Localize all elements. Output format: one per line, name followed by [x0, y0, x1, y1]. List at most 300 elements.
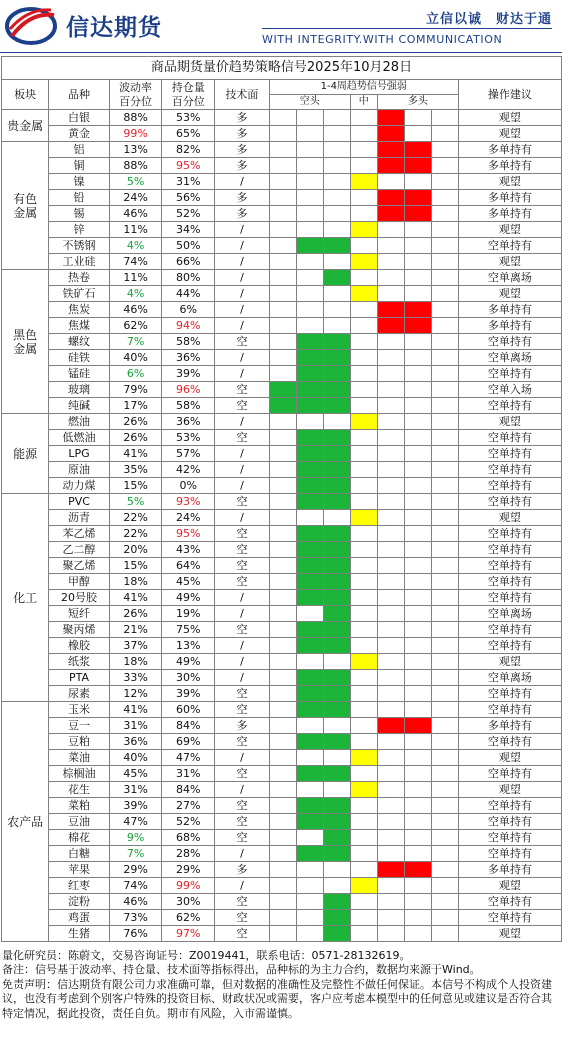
signal-cell — [431, 110, 458, 126]
signal-cell — [431, 558, 458, 574]
signal-cell — [296, 926, 323, 942]
product-cell: 橡胶 — [49, 638, 109, 654]
volatility-cell: 40% — [109, 350, 162, 366]
signal-cell — [377, 814, 404, 830]
product-cell: 玻璃 — [49, 382, 109, 398]
signal-cell — [431, 606, 458, 622]
signal-cell — [296, 382, 323, 398]
open-interest-cell: 93% — [162, 494, 215, 510]
technical-cell: / — [215, 254, 270, 270]
signal-cell — [269, 494, 296, 510]
advice-cell: 观望 — [458, 654, 561, 670]
signal-cell — [377, 206, 404, 222]
signal-cell — [377, 190, 404, 206]
signal-cell — [323, 926, 350, 942]
signal-cell — [350, 334, 377, 350]
open-interest-cell: 29% — [162, 862, 215, 878]
volatility-cell: 76% — [109, 926, 162, 942]
open-interest-cell: 94% — [162, 318, 215, 334]
header-volatility-line1: 波动率 — [119, 80, 153, 94]
signal-cell — [377, 526, 404, 542]
signal-cell — [431, 862, 458, 878]
signal-cell — [404, 414, 431, 430]
technical-cell: 空 — [215, 702, 270, 718]
sector-name-line: 黑色 — [13, 327, 38, 342]
signal-cell — [404, 206, 431, 222]
signal-cell — [296, 718, 323, 734]
signal-cell — [269, 430, 296, 446]
signal-cell — [377, 254, 404, 270]
open-interest-cell: 34% — [162, 222, 215, 238]
open-interest-cell: 31% — [162, 766, 215, 782]
table-row — [2, 574, 562, 590]
signal-cell — [323, 846, 350, 862]
open-interest-cell: 31% — [162, 174, 215, 190]
header-open-interest — [162, 80, 215, 110]
signal-cell — [431, 798, 458, 814]
volatility-cell: 33% — [109, 670, 162, 686]
signal-cell — [431, 910, 458, 926]
signal-cell — [377, 158, 404, 174]
signal-cell — [323, 334, 350, 350]
signal-cell — [296, 638, 323, 654]
advice-cell: 空单持有 — [458, 734, 561, 750]
signal-cell — [323, 510, 350, 526]
table-row — [2, 398, 562, 414]
signal-cell — [350, 222, 377, 238]
signal-cell — [269, 478, 296, 494]
technical-cell: 多 — [215, 126, 270, 142]
volatility-cell: 21% — [109, 622, 162, 638]
signal-cell — [323, 318, 350, 334]
technical-cell: 空 — [215, 830, 270, 846]
signal-cell — [296, 910, 323, 926]
volatility-cell: 15% — [109, 478, 162, 494]
open-interest-cell: 27% — [162, 798, 215, 814]
advice-cell: 空单持有 — [458, 814, 561, 830]
signal-cell — [350, 910, 377, 926]
advice-cell: 多单持有 — [458, 158, 561, 174]
signal-cell — [404, 926, 431, 942]
advice-cell: 空单持有 — [458, 702, 561, 718]
advice-cell: 多单持有 — [458, 142, 561, 158]
signal-cell — [350, 574, 377, 590]
signal-cell — [377, 494, 404, 510]
technical-cell: / — [215, 270, 270, 286]
signal-cell — [296, 190, 323, 206]
volatility-cell: 26% — [109, 414, 162, 430]
table-row — [2, 350, 562, 366]
advice-cell: 观望 — [458, 414, 561, 430]
signal-cell — [377, 558, 404, 574]
signal-cell — [269, 222, 296, 238]
signal-cell — [350, 830, 377, 846]
product-cell: 沥青 — [49, 510, 109, 526]
signal-cell — [350, 206, 377, 222]
signal-cell — [323, 206, 350, 222]
signal-cell — [377, 238, 404, 254]
volatility-cell: 88% — [109, 110, 162, 126]
volatility-cell: 11% — [109, 270, 162, 286]
signal-cell — [323, 878, 350, 894]
signal-cell — [431, 846, 458, 862]
product-cell: 螺纹 — [49, 334, 109, 350]
signal-cell — [377, 830, 404, 846]
advice-cell: 空单离场 — [458, 670, 561, 686]
header-product: 品种 — [49, 80, 109, 110]
signal-cell — [350, 414, 377, 430]
signal-cell — [323, 702, 350, 718]
signal-cell — [404, 462, 431, 478]
volatility-cell: 5% — [109, 494, 162, 510]
signal-cell — [269, 814, 296, 830]
signal-cell — [431, 478, 458, 494]
signal-cell — [323, 670, 350, 686]
open-interest-cell: 69% — [162, 734, 215, 750]
signal-cell — [323, 718, 350, 734]
advice-cell: 多单持有 — [458, 190, 561, 206]
sector-cell — [2, 414, 49, 494]
volatility-cell: 62% — [109, 318, 162, 334]
advice-cell: 多单持有 — [458, 318, 561, 334]
table-row — [2, 334, 562, 350]
technical-cell: 空 — [215, 894, 270, 910]
product-cell: 工业硅 — [49, 254, 109, 270]
signal-cell — [350, 878, 377, 894]
advice-cell: 空单持有 — [458, 478, 561, 494]
open-interest-cell: 82% — [162, 142, 215, 158]
signal-cell — [269, 606, 296, 622]
signal-cell — [404, 558, 431, 574]
technical-cell: / — [215, 414, 270, 430]
open-interest-cell: 62% — [162, 910, 215, 926]
table-row — [2, 542, 562, 558]
signal-cell — [296, 462, 323, 478]
product-cell: 铁矿石 — [49, 286, 109, 302]
signal-cell — [350, 190, 377, 206]
technical-cell: / — [215, 606, 270, 622]
signal-cell — [377, 398, 404, 414]
product-cell: 镍 — [49, 174, 109, 190]
volatility-cell: 26% — [109, 606, 162, 622]
signal-cell — [431, 686, 458, 702]
table-row — [2, 814, 562, 830]
signal-cell — [323, 222, 350, 238]
signal-cell — [404, 494, 431, 510]
signal-cell — [323, 734, 350, 750]
product-cell: 苹果 — [49, 862, 109, 878]
volatility-cell: 22% — [109, 526, 162, 542]
product-cell: 乙二醇 — [49, 542, 109, 558]
advice-cell: 空单持有 — [458, 622, 561, 638]
signal-cell — [323, 862, 350, 878]
signal-cell — [323, 382, 350, 398]
signal-cell — [431, 142, 458, 158]
advice-cell: 观望 — [458, 126, 561, 142]
signal-cell — [350, 606, 377, 622]
signal-cell — [296, 878, 323, 894]
signal-cell — [431, 926, 458, 942]
volatility-cell: 40% — [109, 750, 162, 766]
signal-cell — [323, 478, 350, 494]
header-signal: 1-4周趋势信号强弱 — [269, 80, 458, 95]
table-row — [2, 878, 562, 894]
technical-cell: 空 — [215, 686, 270, 702]
signal-cell — [404, 606, 431, 622]
table-row — [2, 142, 562, 158]
signal-cell — [269, 334, 296, 350]
signal-cell — [404, 814, 431, 830]
product-cell: 硅铁 — [49, 350, 109, 366]
open-interest-cell: 45% — [162, 574, 215, 590]
advice-cell: 空单持有 — [458, 574, 561, 590]
signal-cell — [350, 542, 377, 558]
technical-cell: 空 — [215, 574, 270, 590]
signal-cell — [269, 270, 296, 286]
signal-cell — [431, 206, 458, 222]
sector-cell — [2, 110, 49, 142]
sector-name-line: 有色 — [13, 191, 38, 206]
signal-cell — [350, 782, 377, 798]
open-interest-cell: 57% — [162, 446, 215, 462]
signal-cell — [431, 302, 458, 318]
volatility-cell: 41% — [109, 590, 162, 606]
product-cell: 动力煤 — [49, 478, 109, 494]
signal-cell — [377, 542, 404, 558]
signal-cell — [269, 190, 296, 206]
volatility-cell: 11% — [109, 222, 162, 238]
product-cell: 锰硅 — [49, 366, 109, 382]
signal-cell — [431, 174, 458, 190]
signal-cell — [431, 398, 458, 414]
volatility-cell: 9% — [109, 830, 162, 846]
signal-cell — [404, 830, 431, 846]
open-interest-cell: 80% — [162, 270, 215, 286]
volatility-cell: 12% — [109, 686, 162, 702]
signal-cell — [296, 670, 323, 686]
open-interest-cell: 95% — [162, 158, 215, 174]
advice-cell: 观望 — [458, 750, 561, 766]
signal-cell — [323, 270, 350, 286]
signal-cell — [350, 750, 377, 766]
signal-cell — [323, 302, 350, 318]
product-cell: 淀粉 — [49, 894, 109, 910]
advice-cell: 多单持有 — [458, 302, 561, 318]
signal-cell — [296, 318, 323, 334]
advice-cell: 空单持有 — [458, 910, 561, 926]
signal-cell — [377, 382, 404, 398]
signal-cell — [404, 910, 431, 926]
technical-cell: 空 — [215, 814, 270, 830]
product-cell: 锡 — [49, 206, 109, 222]
signal-cell — [377, 478, 404, 494]
signal-cell — [269, 830, 296, 846]
table-row — [2, 478, 562, 494]
signal-cell — [323, 638, 350, 654]
signal-cell — [296, 286, 323, 302]
signal-cell — [296, 798, 323, 814]
open-interest-cell: 50% — [162, 238, 215, 254]
footer-note: 备注：信号基于波动率、持仓量、技术面等指标得出，品种标的为主力合约，数据均来源于Wind。 — [2, 963, 481, 977]
advice-cell: 空单离场 — [458, 606, 561, 622]
signal-cell — [431, 318, 458, 334]
technical-cell: 空 — [215, 910, 270, 926]
signal-cell — [269, 398, 296, 414]
open-interest-cell: 56% — [162, 190, 215, 206]
signal-cell — [404, 510, 431, 526]
signal-cell — [323, 814, 350, 830]
signal-cell — [377, 430, 404, 446]
table-row — [2, 622, 562, 638]
brand-name: 信达期货 — [66, 15, 162, 41]
signal-cell — [323, 366, 350, 382]
signal-cell — [350, 286, 377, 302]
signal-cell — [269, 558, 296, 574]
signal-cell — [377, 574, 404, 590]
signal-cell — [377, 734, 404, 750]
signal-cell — [431, 526, 458, 542]
signal-cell — [350, 846, 377, 862]
signal-cell — [377, 174, 404, 190]
signal-cell — [269, 142, 296, 158]
signal-cell — [431, 702, 458, 718]
open-interest-cell: 68% — [162, 830, 215, 846]
signal-cell — [431, 542, 458, 558]
table-body — [2, 110, 562, 942]
product-cell: 铅 — [49, 190, 109, 206]
product-cell: 铜 — [49, 158, 109, 174]
advice-cell: 空单持有 — [458, 894, 561, 910]
signal-cell — [269, 366, 296, 382]
signal-cell — [269, 670, 296, 686]
product-cell: 焦炭 — [49, 302, 109, 318]
signal-cell — [377, 510, 404, 526]
signal-cell — [431, 238, 458, 254]
signal-cell — [404, 334, 431, 350]
signal-cell — [404, 174, 431, 190]
signal-cell — [431, 878, 458, 894]
product-cell: 白银 — [49, 110, 109, 126]
signal-cell — [269, 622, 296, 638]
volatility-cell: 37% — [109, 638, 162, 654]
volatility-cell: 41% — [109, 446, 162, 462]
signal-cell — [296, 510, 323, 526]
signal-cell — [431, 670, 458, 686]
signal-cell — [404, 894, 431, 910]
product-cell: 不锈钢 — [49, 238, 109, 254]
table-row — [2, 446, 562, 462]
signal-cell — [350, 734, 377, 750]
signal-cell — [269, 382, 296, 398]
product-cell: 热卷 — [49, 270, 109, 286]
report-header — [0, 0, 562, 53]
signal-cell — [404, 702, 431, 718]
advice-cell: 观望 — [458, 110, 561, 126]
table-row — [2, 494, 562, 510]
signal-cell — [431, 350, 458, 366]
open-interest-cell: 24% — [162, 510, 215, 526]
signal-cell — [350, 302, 377, 318]
open-interest-cell: 53% — [162, 110, 215, 126]
signal-cell — [323, 494, 350, 510]
table-row — [2, 158, 562, 174]
signal-cell — [269, 718, 296, 734]
header-technical: 技术面 — [215, 80, 270, 110]
sector-name-line: 能源 — [13, 446, 38, 461]
advice-cell: 空单持有 — [458, 542, 561, 558]
signal-cell — [323, 910, 350, 926]
signal-cell — [431, 494, 458, 510]
signal-cell — [404, 638, 431, 654]
signal-cell — [269, 590, 296, 606]
signal-cell — [296, 590, 323, 606]
signal-cell — [404, 142, 431, 158]
sector-name-line: 金属 — [13, 205, 38, 220]
volatility-cell: 7% — [109, 334, 162, 350]
advice-cell: 空单持有 — [458, 526, 561, 542]
signal-cell — [377, 350, 404, 366]
open-interest-cell: 39% — [162, 686, 215, 702]
signal-cell — [269, 926, 296, 942]
table-row — [2, 910, 562, 926]
open-interest-cell: 19% — [162, 606, 215, 622]
signal-cell — [404, 542, 431, 558]
signal-cell — [323, 238, 350, 254]
footer-disclaimer: 免责声明：信达期货有限公司力求准确可靠，但对数据的准确性及完整性不做任何保证。本信号不构成个人投资建议，也没有考虑到个别客户特殊的投资目标、财政状况或需要，客户应考虑本模型中的任何意见或建议是否符合其特定情况，据此投资，责任自负。期市有风险，入市需谨慎。 — [2, 977, 552, 1020]
signal-cell — [377, 862, 404, 878]
company-logo-icon — [4, 6, 58, 46]
technical-cell: 空 — [215, 430, 270, 446]
signal-cell — [296, 414, 323, 430]
technical-cell: 空 — [215, 766, 270, 782]
signal-cell — [323, 126, 350, 142]
advice-cell: 观望 — [458, 286, 561, 302]
signal-cell — [350, 622, 377, 638]
signal-table — [1, 56, 562, 942]
technical-cell: / — [215, 846, 270, 862]
signal-cell — [404, 718, 431, 734]
product-cell: 20号胶 — [49, 590, 109, 606]
product-cell: 尿素 — [49, 686, 109, 702]
table-row — [2, 654, 562, 670]
signal-cell — [431, 590, 458, 606]
open-interest-cell: 39% — [162, 366, 215, 382]
signal-cell — [323, 894, 350, 910]
volatility-cell: 36% — [109, 734, 162, 750]
open-interest-cell: 13% — [162, 638, 215, 654]
signal-cell — [323, 782, 350, 798]
technical-cell: / — [215, 222, 270, 238]
signal-cell — [431, 894, 458, 910]
table-row — [2, 462, 562, 478]
header-advice: 操作建议 — [458, 80, 561, 110]
table-row — [2, 414, 562, 430]
product-cell: 锌 — [49, 222, 109, 238]
signal-cell — [377, 302, 404, 318]
signal-cell — [323, 606, 350, 622]
signal-cell — [404, 862, 431, 878]
signal-cell — [323, 574, 350, 590]
signal-cell — [404, 318, 431, 334]
signal-cell — [269, 910, 296, 926]
signal-cell — [404, 590, 431, 606]
report-footer — [2, 949, 558, 1021]
table-row — [2, 430, 562, 446]
signal-cell — [431, 830, 458, 846]
signal-cell — [296, 846, 323, 862]
volatility-cell: 29% — [109, 862, 162, 878]
product-cell: 白糖 — [49, 846, 109, 862]
